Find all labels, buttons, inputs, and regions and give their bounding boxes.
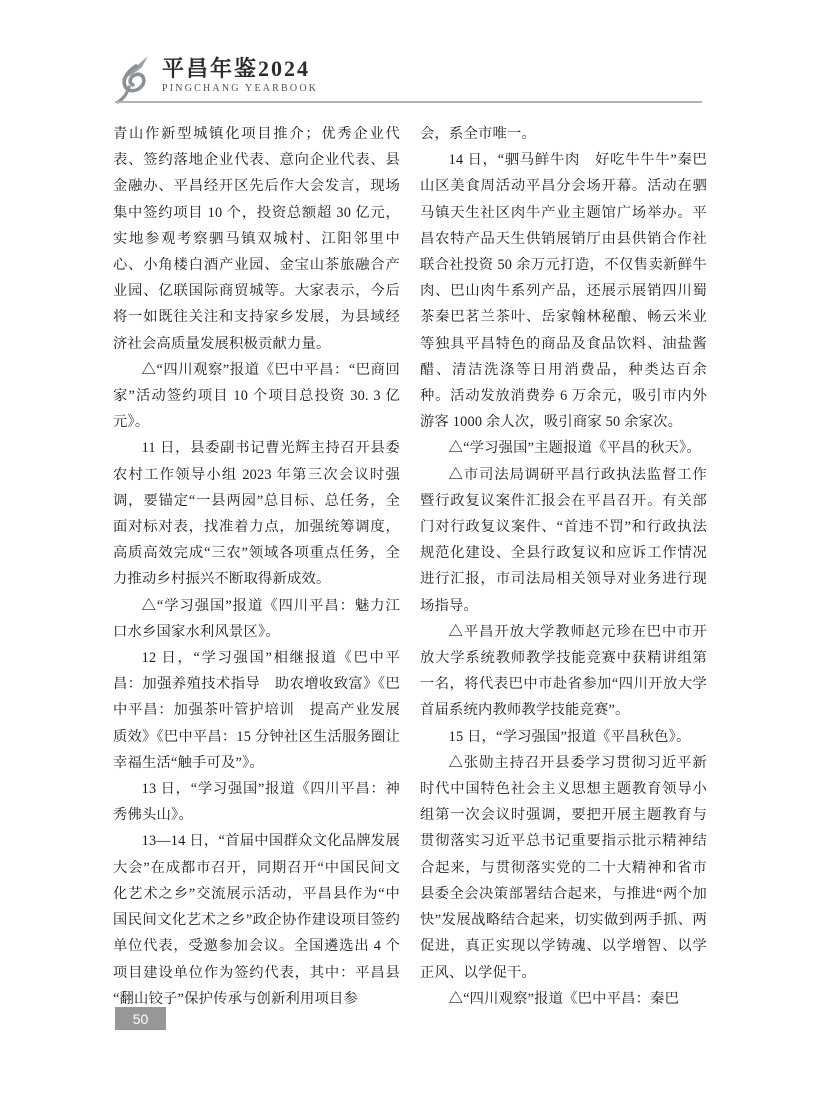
- paragraph: △平昌开放大学教师赵元珍在巴中市开放大学系统教师教学技能竞赛中获精讲组第一名，将代表巴中市赴省参加“四川开放大学首届系统内教师教学技能竞赛”。: [420, 623, 707, 719]
- paragraph: 14 日，“驷马鲜牛肉 好吃牛牛牛”秦巴山区美食周活动平昌分会场开幕。活动在驷马镇天生社区肉牛产业主题馆广场举办。平昌农特产品天生供销展销厅由县供销合作社联合社投资 50 余万元打造，不仅售卖新鲜牛肉、巴山肉牛系列产品，还展示展销四川蜀茶秦巴茗兰茶叶、岳家翰林秘酿、畅云米业等独具平昌特色的商品及食品饮料、油盐酱醋、清洁洗涤等日用消费品，种类达百余种。活动发放消费券 6 万余元，吸引市内外游客 1000 余人次，吸引商家 50 余家次。: [420, 152, 707, 431]
- paragraph: 11 日，县委副书记曹光辉主持召开县委农村工作领导小组 2023 年第三次会议时强调，要锚定“一县两园”总目标、总任务，全面对标对表，找准着力点，加强统筹调度，高质高效完成“三农”领域各项重点任务，全力推动乡村振兴不断取得新成效。: [113, 440, 400, 588]
- yearbook-subtitle: PINGCHANG YEARBOOK: [162, 83, 319, 94]
- yearbook-logo-icon: [112, 54, 154, 104]
- header-divider: [115, 101, 702, 103]
- paragraph: △市司法局调研平昌行政执法监督工作暨行政复议案件汇报会在平昌召开。有关部门对行政复议案件、“首违不罚”和行政执法规范化建设、全县行政复议和应诉工作情况进行汇报，市司法局相关领导对业务进行现场指导。: [420, 466, 707, 614]
- yearbook-title: 平昌年鉴2024: [162, 56, 311, 81]
- logo-text-block: [162, 56, 318, 94]
- paragraph: △张勋主持召开县委学习贯彻习近平新时代中国特色社会主义思想主题教育领导小组第一次会议时强调，要把开展主题教育与贯彻落实习近平总书记重要指示批示精神结合起来，与贯彻落实党的二十大精神和省市县委全会决策部署结合起来，与推进“两个加快”发展战略结合起来，切实做到两手抓、两促进，真正实现以学铸魂、以学增智、以学正风、以学促干。: [420, 754, 707, 981]
- paragraph: 12 日，“学习强国”相继报道《巴中平昌：加强养殖技术指导 助农增收致富》《巴中平昌：加强茶叶管护培训 提高产业发展质效》《巴中平昌：15 分钟社区生活服务圈让幸福生活“触手可及”》。: [113, 650, 400, 771]
- paragraph: 13—14 日，“首届中国群众文化品牌发展大会”在成都市召开，同期召开“中国民间文化艺术之乡”交流展示活动，平昌县作为“中国民间文化艺术之乡”政企协作建设项目签约单位代表，受邀参加会议。全国遴选出 4 个项目建设单位作为签约代表，其中：平昌县“翻山铰子”保护传承与创新利用项目参: [113, 833, 400, 1007]
- paragraph: △“学习强国”主题报道《平昌的秋天》。: [448, 440, 701, 457]
- page-number-badge: [115, 1007, 166, 1030]
- page-header: [112, 56, 318, 104]
- paragraph: 15 日，“学习强国”报道《平昌秋色》。: [448, 728, 691, 745]
- paragraph: △“四川观察”报道《巴中平昌：秦巴: [448, 990, 680, 1007]
- paragraph: 青山作新型城镇化项目推介；优秀企业代表、签约落地企业代表、意向企业代表、县金融办、平昌经开区先后作大会发言，现场集中签约项目 10 个，投资总额超 30 亿元，实地参观考察驷马镇双城村、江阳邻里中心、小角楼白酒产业园、金宝山茶旅融合产业园、亿联国际商贸城等。大家表示，今后将一如既往关注和支持家乡发展，为县域经济社会高质量发展积极贡献力量。: [113, 126, 400, 352]
- page-number: 50: [132, 1010, 149, 1027]
- page-content: [113, 121, 707, 1012]
- paragraph: △“四川观察”报道《巴中平昌：“巴商回家”活动签约项目 10 个项目总投资 30. 3 亿元》。: [113, 361, 400, 431]
- paragraph: △“学习强国”报道《四川平昌：魅力江口水乡国家水利风景区》。: [113, 597, 400, 640]
- paragraph: 13 日，“学习强国”报道《四川平昌：神秀佛头山》。: [113, 781, 400, 824]
- text-column-left: [113, 121, 400, 1012]
- text-column-right: [420, 121, 707, 1012]
- paragraph: 会，系全市唯一。: [420, 126, 536, 142]
